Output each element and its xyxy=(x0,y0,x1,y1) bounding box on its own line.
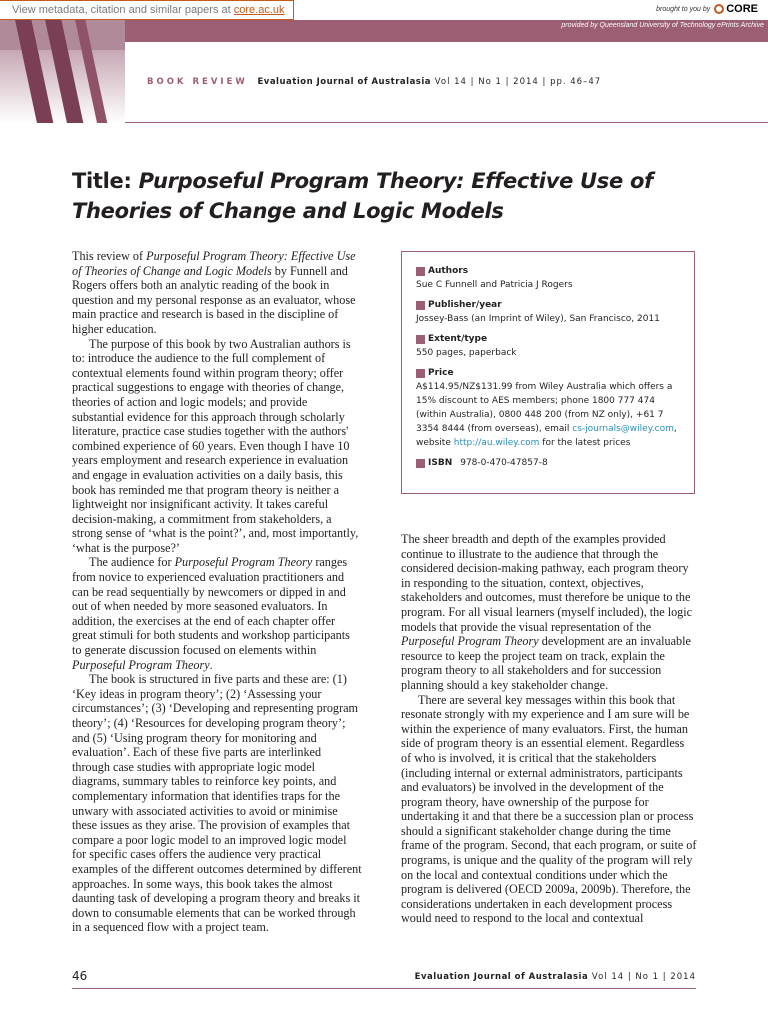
info-value: 978-0-470-47857-8 xyxy=(460,458,548,468)
left-column xyxy=(72,249,362,935)
info-heading: Authors xyxy=(428,266,469,276)
issue-details: Vol 14 | No 1 | 2014 | pp. 46–47 xyxy=(434,77,602,87)
paragraph: The purpose of this book by two Australian authors is to: introduce the audience to the full complement of contextual elements found within program theory; offer practical suggestions to engage with theories of change, theories of action and logic models; and provide substantial evidence for this approach through scholarly literature, practice case studies together with the authors' combined experience of 60 years. Even though I have 10 years employment and research experience in evaluation and engage in evaluation activities on a daily basis, this book has reminded me that program theory is neither a lightweight nor insignificant activity. It takes careful decision-making, a commitment from stakeholders, a strong sense of ‘what is the point?’, and, most importantly, ‘what is the purpose?’ xyxy=(72,336,359,555)
book-info-box xyxy=(401,251,695,494)
info-value: Sue C Funnell and Patricia J Rogers xyxy=(416,280,573,290)
paragraph: The book is structured in five parts and these are: (1) ‘Key ideas in program theory’; (2) ‘Assessing your circumstances’; (3) ‘Developing and representing program theory’; (4) ‘Resources for developing program theory’; and (5) ‘Using program theory for monitoring and evaluation’. Each of these five parts are interlinked through case studies with appropriate logic model diagrams, summary tables to reinforce key points, and complementary information that identifies traps for the unwary with associated activities to avoid or minimise these issues as they arise. The provision of examples that compare a poor logic model to an improved logic model for specific cases offers the audience very practical examples of the different outcomes determined by different approaches. In some ways, this book takes the almost daunting task of developing a program theory and breaks it down to consumable elements that can be worked through in a sequenced flow with a project team. xyxy=(72,672,362,935)
info-isbn xyxy=(416,456,682,470)
page-title xyxy=(72,166,692,226)
email-link[interactable]: cs-journals@wiley.com xyxy=(572,424,674,434)
bullet-square-icon xyxy=(416,267,425,276)
paragraph: The sheer breadth and depth of the examples provided continue to illustrate to the audience that through the considered decision-making pathway, each program theory in responding to the situation, context, objectives, stakeholders and outcomes, must therefore be unique to the program. For all visual learners (myself included), the logic models that provide the visual representation of the Purposeful Program Theory development are an invaluable resource to keep the project team on track, explain the program theory to all stakeholders and for succession planning should a key stakeholder change. xyxy=(401,532,693,692)
info-heading: Publisher/year xyxy=(428,300,502,310)
core-link[interactable]: core.ac.uk xyxy=(233,4,285,16)
info-value: Jossey-Bass (an Imprint of Wiley), San Francisco, 2011 xyxy=(416,314,660,324)
paragraph: The audience for Purposeful Program Theory ranges from novice to experienced evaluation practitioners and can be read sequentially by newcomers or dipped in and out of when needed by more seasoned evaluators. In addition, the exercises at the end of each chapter offer great stimuli for both students and workshop participants to generate discussion focused on elements within Purposeful Program Theory. xyxy=(72,555,350,672)
info-extent xyxy=(416,332,682,360)
bullet-square-icon xyxy=(416,459,425,468)
bullet-square-icon xyxy=(416,335,425,344)
footer-rule xyxy=(72,988,696,989)
header-rule xyxy=(125,122,768,123)
website-link[interactable]: http://au.wiley.com xyxy=(453,438,540,448)
bullet-square-icon xyxy=(416,301,425,310)
info-authors xyxy=(416,264,682,292)
title-label: Title: xyxy=(72,169,139,193)
info-publisher xyxy=(416,298,682,326)
bullet-square-icon xyxy=(416,369,425,378)
core-banner xyxy=(0,0,768,21)
book-title: Purposeful Program Theory: Effective Use of Theories of Change and Logic Models xyxy=(72,169,653,223)
paragraph: This review of Purposeful Program Theory: Effective Use of Theories of Change and Logic Models by Funnell and Rogers offers both an analytic reading of the book in question and my personal response as an evaluator, whose main practice and research is based in the discipline of higher education. xyxy=(72,249,356,336)
info-heading: Extent/type xyxy=(428,334,488,344)
info-value: 550 pages, paperback xyxy=(416,348,517,358)
provided-by-text: provided by Queensland University of Technology ePrints Archive xyxy=(561,22,764,29)
journal-name: Evaluation Journal of Australasia xyxy=(257,77,432,87)
info-heading: ISBN xyxy=(428,458,453,468)
section-tag: BOOK REVIEW xyxy=(147,77,248,87)
footer-journal-name: Evaluation Journal of Australasia xyxy=(414,972,589,982)
footer-journal xyxy=(415,972,696,982)
paragraph: There are several key messages within this book that resonate strongly with my experience and I am sure will be within the experience of many evaluators. First, the human side of program theory is an essential element. Regardless of who is involved, it is critical that the stakeholders (including internal or external administrators, participants and evaluators) be involved in the development of the program theory, have ownership of the purpose for undertaking it and that there be a succession plan or process should a significant stakeholder change during the time frame of the program. Second, that each program, or suite of programs, is unique and the quality of the program will rely on the local and contextual conditions under which the program is delivered (OECD 2009a, 2009b). Therefore, the considerations undertaken in each development process would need to respond to the local and contextual xyxy=(401,692,697,926)
core-logo xyxy=(714,3,758,15)
brought-to-you-text: brought to you by xyxy=(656,5,711,13)
core-branding[interactable] xyxy=(656,3,758,15)
footer-issue-details: Vol 14 | No 1 | 2014 xyxy=(591,972,696,982)
info-value: A$114.95/NZ$131.99 from Wiley Australia which offers a 15% discount to AES members; phone 1800 777 474 (within Australia), 0800 448 200 (from NZ only), +61 7 3354 8444 (from overseas), email cs-journals@wiley.com, website http://au.wiley.com for the latest prices xyxy=(416,382,677,448)
core-metadata-link-box[interactable] xyxy=(0,0,294,20)
page-number: 46 xyxy=(72,969,88,983)
running-header xyxy=(147,77,601,87)
core-logo-text: CORE xyxy=(726,3,758,15)
info-heading: Price xyxy=(428,368,454,378)
core-metadata-text: View metadata, citation and similar papers at xyxy=(12,4,234,16)
core-logo-icon xyxy=(714,4,724,14)
right-column xyxy=(401,532,697,926)
header-decoration xyxy=(0,20,125,123)
info-price xyxy=(416,366,682,450)
